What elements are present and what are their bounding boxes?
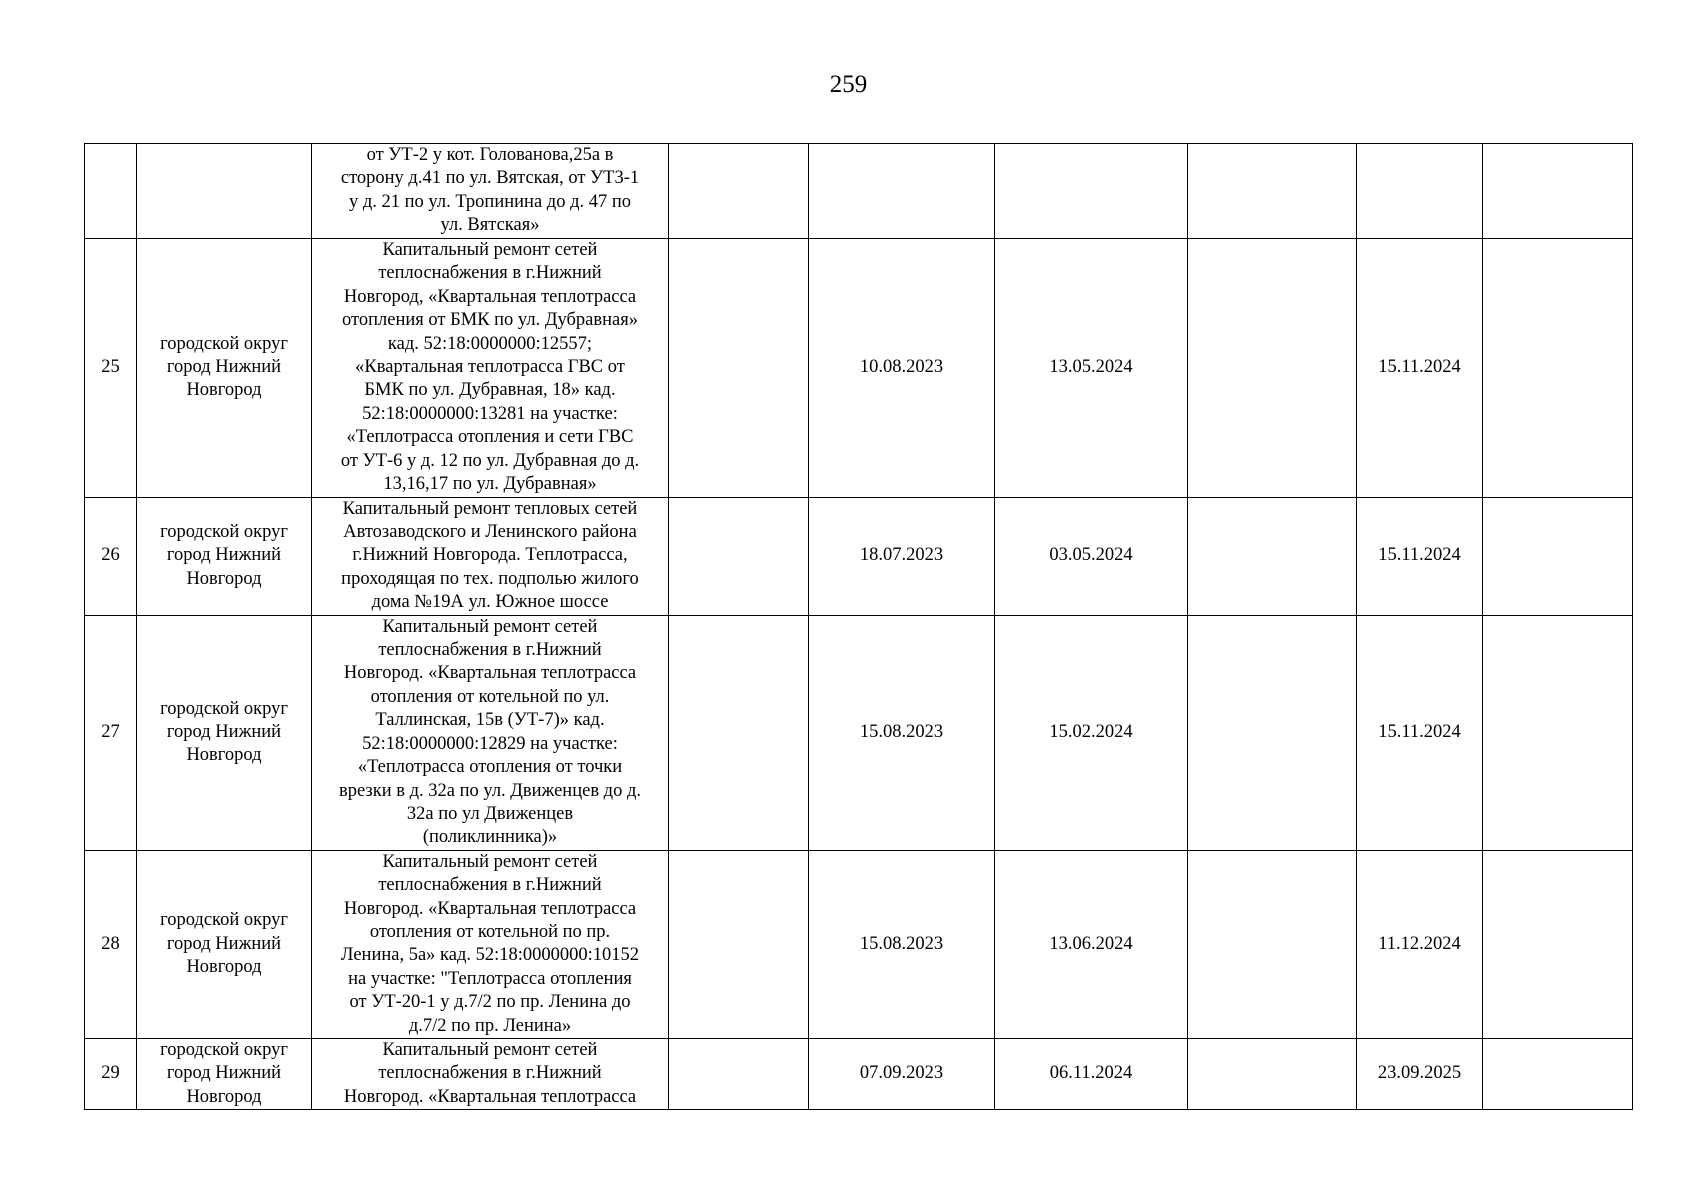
works-table — [84, 143, 1633, 1110]
date-start-cell — [809, 144, 995, 239]
empty-cell — [1188, 238, 1357, 497]
date-end-cell: 15.02.2024 — [995, 615, 1188, 850]
description-cell-line: на участке: "Теплотрасса отопления — [348, 968, 632, 989]
description-cell-line: Автозаводского и Ленинского района — [343, 522, 637, 543]
date-deadline-cell: 11.12.2024 — [1357, 850, 1483, 1038]
region-cell-line: Новгород — [186, 1086, 262, 1107]
description-cell-line: Новгород. «Квартальная теплотрасса — [343, 1086, 637, 1107]
region-cell-line: городской округ — [160, 910, 288, 931]
region-cell-line: городской округ — [160, 698, 288, 719]
empty-cell — [1483, 497, 1633, 615]
table-row — [85, 850, 1633, 1038]
region-cell-line: Новгород — [186, 745, 262, 766]
description-cell-line: от УТ-2 у кот. Голованова,25а в — [366, 145, 614, 165]
description-cell-line: Капитальный ремонт сетей — [382, 616, 598, 637]
description-cell-line: «Квартальная теплотрасса ГВС от — [355, 356, 625, 377]
empty-cell — [669, 615, 809, 850]
empty-cell — [1483, 144, 1633, 239]
date-end-cell: 03.05.2024 — [995, 497, 1188, 615]
description-cell-line: Капитальный ремонт тепловых сетей — [342, 498, 638, 519]
table-row — [85, 238, 1633, 497]
region-cell — [137, 615, 312, 850]
description-cell — [312, 850, 669, 1038]
description-cell-line: от УТ-6 у д. 12 по ул. Дубравная до д. — [340, 450, 640, 471]
region-cell-line: Новгород — [186, 568, 262, 589]
region-cell — [137, 497, 312, 615]
empty-cell — [669, 850, 809, 1038]
empty-cell — [669, 238, 809, 497]
description-cell-line: 52:18:0000000:12829 на участке: — [362, 733, 618, 754]
date-deadline-cell — [1357, 144, 1483, 239]
date-deadline-cell: 15.11.2024 — [1357, 238, 1483, 497]
description-cell-line: «Теплотрасса отопления от точки — [357, 757, 623, 778]
empty-cell — [1188, 497, 1357, 615]
table-row — [85, 1038, 1633, 1109]
row-number-cell: 26 — [85, 497, 137, 615]
row-number-cell: 29 — [85, 1038, 137, 1109]
empty-cell — [1483, 850, 1633, 1038]
description-cell — [312, 615, 669, 850]
description-cell-line: Капитальный ремонт сетей — [382, 1039, 598, 1060]
row-number-cell: 25 — [85, 238, 137, 497]
region-cell-line: городской округ — [160, 333, 288, 354]
row-number-cell: 28 — [85, 850, 137, 1038]
empty-cell — [1188, 615, 1357, 850]
empty-cell — [1188, 144, 1357, 239]
empty-cell — [1188, 1038, 1357, 1109]
description-cell-line: от УТ-20-1 у д.7/2 по пр. Ленина до — [349, 992, 631, 1013]
description-cell — [312, 1038, 669, 1109]
region-cell-line: город Нижний — [166, 545, 282, 566]
region-cell — [137, 850, 312, 1038]
description-cell-line: у д. 21 по ул. Тропинина до д. 47 по — [348, 191, 632, 212]
description-cell-line: врезки в д. 32а по ул. Движенцев до д. — [339, 780, 641, 801]
description-cell-line: теплоснабжения в г.Нижний — [378, 263, 602, 284]
description-cell-line: Новгород. «Квартальная теплотрасса — [343, 663, 637, 684]
description-cell-line: Ленина, 5а» кад. 52:18:0000000:10152 — [340, 945, 640, 966]
date-start-cell: 15.08.2023 — [809, 850, 995, 1038]
region-cell-line: городской округ — [160, 1039, 288, 1060]
date-end-cell: 06.11.2024 — [995, 1038, 1188, 1109]
description-cell-line: Капитальный ремонт сетей — [382, 851, 598, 872]
empty-cell — [1188, 850, 1357, 1038]
description-cell-line: БМК по ул. Дубравная, 18» кад. — [364, 380, 616, 401]
date-end-cell: 13.06.2024 — [995, 850, 1188, 1038]
description-cell-line: д.7/2 по пр. Ленина» — [408, 1015, 572, 1036]
description-cell-line: отопления от котельной по ул. — [370, 686, 610, 707]
description-cell-line: 32а по ул Движенцев — [406, 803, 574, 824]
description-cell-line: Таллинская, 15в (УТ-7)» кад. — [375, 710, 605, 731]
region-cell-line: Новгород — [186, 957, 262, 978]
region-cell-line: город Нижний — [166, 1063, 282, 1084]
description-cell-line: теплоснабжения в г.Нижний — [378, 640, 602, 661]
description-cell-line: сторону д.41 по ул. Вятская, от УТ3-1 — [340, 168, 640, 189]
description-cell-line: кад. 52:18:0000000:12557; — [387, 333, 593, 354]
date-end-cell — [995, 144, 1188, 239]
description-cell-line: Новгород. «Квартальная теплотрасса — [343, 898, 637, 919]
description-cell-line: теплоснабжения в г.Нижний — [378, 1063, 602, 1084]
date-start-cell: 18.07.2023 — [809, 497, 995, 615]
date-deadline-cell: 23.09.2025 — [1357, 1038, 1483, 1109]
description-cell-line: теплоснабжения в г.Нижний — [378, 875, 602, 896]
page-number: 259 — [829, 71, 868, 98]
description-cell-line: проходящая по тех. подполью жилого — [341, 568, 639, 589]
table-row — [85, 497, 1633, 615]
description-cell-line: 13,16,17 по ул. Дубравная» — [383, 473, 597, 494]
description-cell-line: г.Нижний Новгорода. Теплотрасса, — [352, 545, 628, 566]
description-cell-line: отопления от БМК по ул. Дубравная» — [342, 310, 638, 331]
region-cell-line: город Нижний — [166, 356, 282, 377]
empty-cell — [1483, 1038, 1633, 1109]
description-cell — [312, 238, 669, 497]
empty-cell — [669, 144, 809, 239]
description-cell — [312, 497, 669, 615]
region-cell — [137, 238, 312, 497]
region-cell-line: город Нижний — [166, 933, 282, 954]
description-cell-line: (поликлинника)» — [422, 827, 558, 848]
description-cell — [312, 144, 669, 239]
date-start-cell: 15.08.2023 — [809, 615, 995, 850]
description-cell-line: ул. Вятская» — [440, 215, 540, 236]
region-cell-line: Новгород — [186, 380, 262, 401]
row-number-cell: 27 — [85, 615, 137, 850]
table-row — [85, 615, 1633, 850]
empty-cell — [1483, 615, 1633, 850]
row-number-cell — [85, 144, 137, 239]
region-cell-line: городской округ — [160, 522, 288, 543]
empty-cell — [669, 1038, 809, 1109]
description-cell-line: отопления от котельной по пр. — [369, 921, 611, 942]
description-cell-line: дома №19А ул. Южное шоссе — [371, 592, 609, 613]
date-start-cell: 10.08.2023 — [809, 238, 995, 497]
region-cell — [137, 1038, 312, 1109]
date-deadline-cell: 15.11.2024 — [1357, 615, 1483, 850]
empty-cell — [669, 497, 809, 615]
table-row — [85, 144, 1633, 239]
description-cell-line: Новгород, «Квартальная теплотрасса — [343, 286, 637, 307]
date-end-cell: 13.05.2024 — [995, 238, 1188, 497]
date-deadline-cell: 15.11.2024 — [1357, 497, 1483, 615]
empty-cell — [1483, 238, 1633, 497]
region-cell — [137, 144, 312, 239]
description-cell-line: «Теплотрасса отопления и сети ГВС — [346, 427, 634, 448]
date-start-cell: 07.09.2023 — [809, 1038, 995, 1109]
region-cell-line: город Нижний — [166, 721, 282, 742]
description-cell-line: Капитальный ремонт сетей — [382, 239, 598, 260]
description-cell-line: 52:18:0000000:13281 на участке: — [362, 403, 618, 424]
